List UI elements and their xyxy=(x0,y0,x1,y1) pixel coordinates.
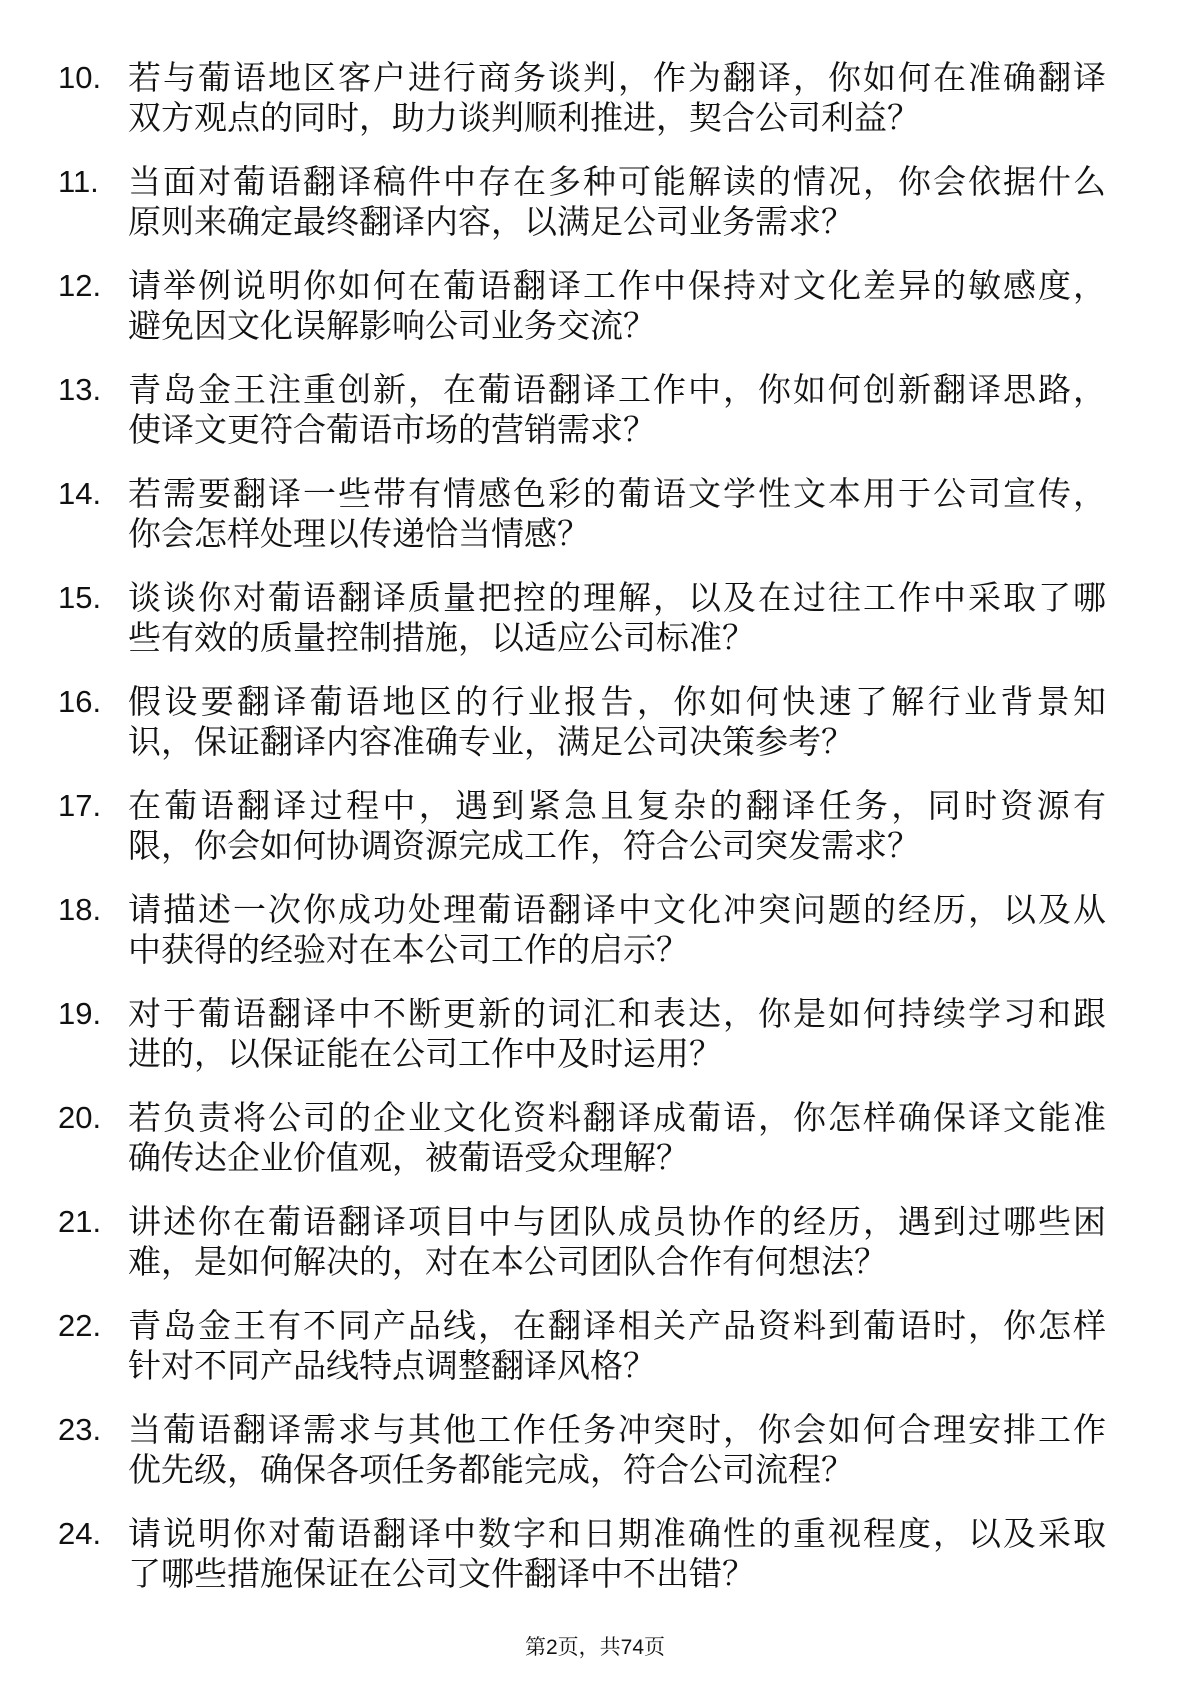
question-text-line: 当葡语翻译需求与其他工作任务冲突时，你会如何合理安排工作 xyxy=(128,1411,1106,1448)
question-item xyxy=(0,58,1190,162)
question-text-line: 青岛金王注重创新，在葡语翻译工作中，你如何创新翻译思路， xyxy=(128,371,1106,408)
question-text-line: 难，是如何解决的，对在本公司团队合作有何想法？ xyxy=(128,1243,887,1280)
question-item xyxy=(0,1514,1190,1618)
question-text-line: 优先级，确保各项任务都能完成，符合公司流程？ xyxy=(128,1451,854,1488)
question-item xyxy=(0,266,1190,370)
question-text-line: 双方观点的同时，助力谈判顺利推进，契合公司利益？ xyxy=(128,99,920,136)
question-text-line: 针对不同产品线特点调整翻译风格？ xyxy=(128,1347,656,1384)
question-text-line: 识，保证翻译内容准确专业，满足公司决策参考？ xyxy=(128,723,854,760)
question-text-line: 若负责将公司的企业文化资料翻译成葡语，你怎样确保译文能准 xyxy=(128,1099,1106,1136)
question-number: 16. xyxy=(58,684,102,719)
question-text-line: 了哪些措施保证在公司文件翻译中不出错？ xyxy=(128,1555,755,1592)
question-item xyxy=(0,1306,1190,1410)
question-text-line: 些有效的质量控制措施，以适应公司标准？ xyxy=(128,619,755,656)
question-number: 10. xyxy=(58,60,102,95)
question-text-line: 讲述你在葡语翻译项目中与团队成员协作的经历，遇到过哪些困 xyxy=(128,1203,1106,1240)
question-number: 20. xyxy=(58,1100,102,1135)
question-item xyxy=(0,474,1190,578)
question-text-line: 原则来确定最终翻译内容，以满足公司业务需求？ xyxy=(128,203,854,240)
question-number: 22. xyxy=(58,1308,102,1343)
question-item xyxy=(0,682,1190,786)
question-text-line: 当面对葡语翻译稿件中存在多种可能解读的情况，你会依据什么 xyxy=(128,163,1106,200)
question-text-line: 若与葡语地区客户进行商务谈判，作为翻译，你如何在准确翻译 xyxy=(128,59,1106,96)
question-text-line: 请说明你对葡语翻译中数字和日期准确性的重视程度，以及采取 xyxy=(128,1515,1106,1552)
question-text-line: 请描述一次你成功处理葡语翻译中文化冲突问题的经历，以及从 xyxy=(128,891,1106,928)
question-number: 11. xyxy=(58,164,99,199)
question-number: 23. xyxy=(58,1412,102,1447)
question-number: 17. xyxy=(58,788,102,823)
question-text-line: 避免因文化误解影响公司业务交流？ xyxy=(128,307,656,344)
question-text-line: 在葡语翻译过程中，遇到紧急且复杂的翻译任务，同时资源有 xyxy=(128,787,1106,824)
question-text-line: 假设要翻译葡语地区的行业报告，你如何快速了解行业背景知 xyxy=(128,683,1106,720)
question-text-line: 对于葡语翻译中不断更新的词汇和表达，你是如何持续学习和跟 xyxy=(128,995,1106,1032)
question-item xyxy=(0,890,1190,994)
question-number: 19. xyxy=(58,996,102,1031)
question-item xyxy=(0,994,1190,1098)
question-number: 21. xyxy=(58,1204,102,1239)
page-number-footer: 第2页，共74页 xyxy=(524,1636,666,1659)
question-number: 18. xyxy=(58,892,102,927)
question-number: 15. xyxy=(58,580,102,615)
question-text-line: 进的，以保证能在公司工作中及时运用？ xyxy=(128,1035,722,1072)
question-list xyxy=(0,58,1190,1618)
question-text-line: 中获得的经验对在本公司工作的启示？ xyxy=(128,931,689,968)
question-number: 14. xyxy=(58,476,102,511)
question-text-line: 青岛金王有不同产品线，在翻译相关产品资料到葡语时，你怎样 xyxy=(128,1307,1106,1344)
question-text-line: 请举例说明你如何在葡语翻译工作中保持对文化差异的敏感度， xyxy=(128,267,1106,304)
question-item xyxy=(0,578,1190,682)
question-text-line: 限，你会如何协调资源完成工作，符合公司突发需求？ xyxy=(128,827,920,864)
question-text-line: 若需要翻译一些带有情感色彩的葡语文学性文本用于公司宣传， xyxy=(128,475,1106,512)
question-item xyxy=(0,1202,1190,1306)
question-item xyxy=(0,162,1190,266)
question-item xyxy=(0,370,1190,474)
question-number: 12. xyxy=(58,268,102,303)
question-text-line: 你会怎样处理以传递恰当情感？ xyxy=(128,515,590,552)
question-text-line: 使译文更符合葡语市场的营销需求？ xyxy=(128,411,656,448)
question-number: 13. xyxy=(58,372,102,407)
question-number: 24. xyxy=(58,1516,102,1551)
question-item xyxy=(0,1410,1190,1514)
question-text-line: 确传达企业价值观，被葡语受众理解？ xyxy=(128,1139,689,1176)
question-text-line: 谈谈你对葡语翻译质量把控的理解，以及在过往工作中采取了哪 xyxy=(128,579,1106,616)
question-item xyxy=(0,1098,1190,1202)
question-item xyxy=(0,786,1190,890)
